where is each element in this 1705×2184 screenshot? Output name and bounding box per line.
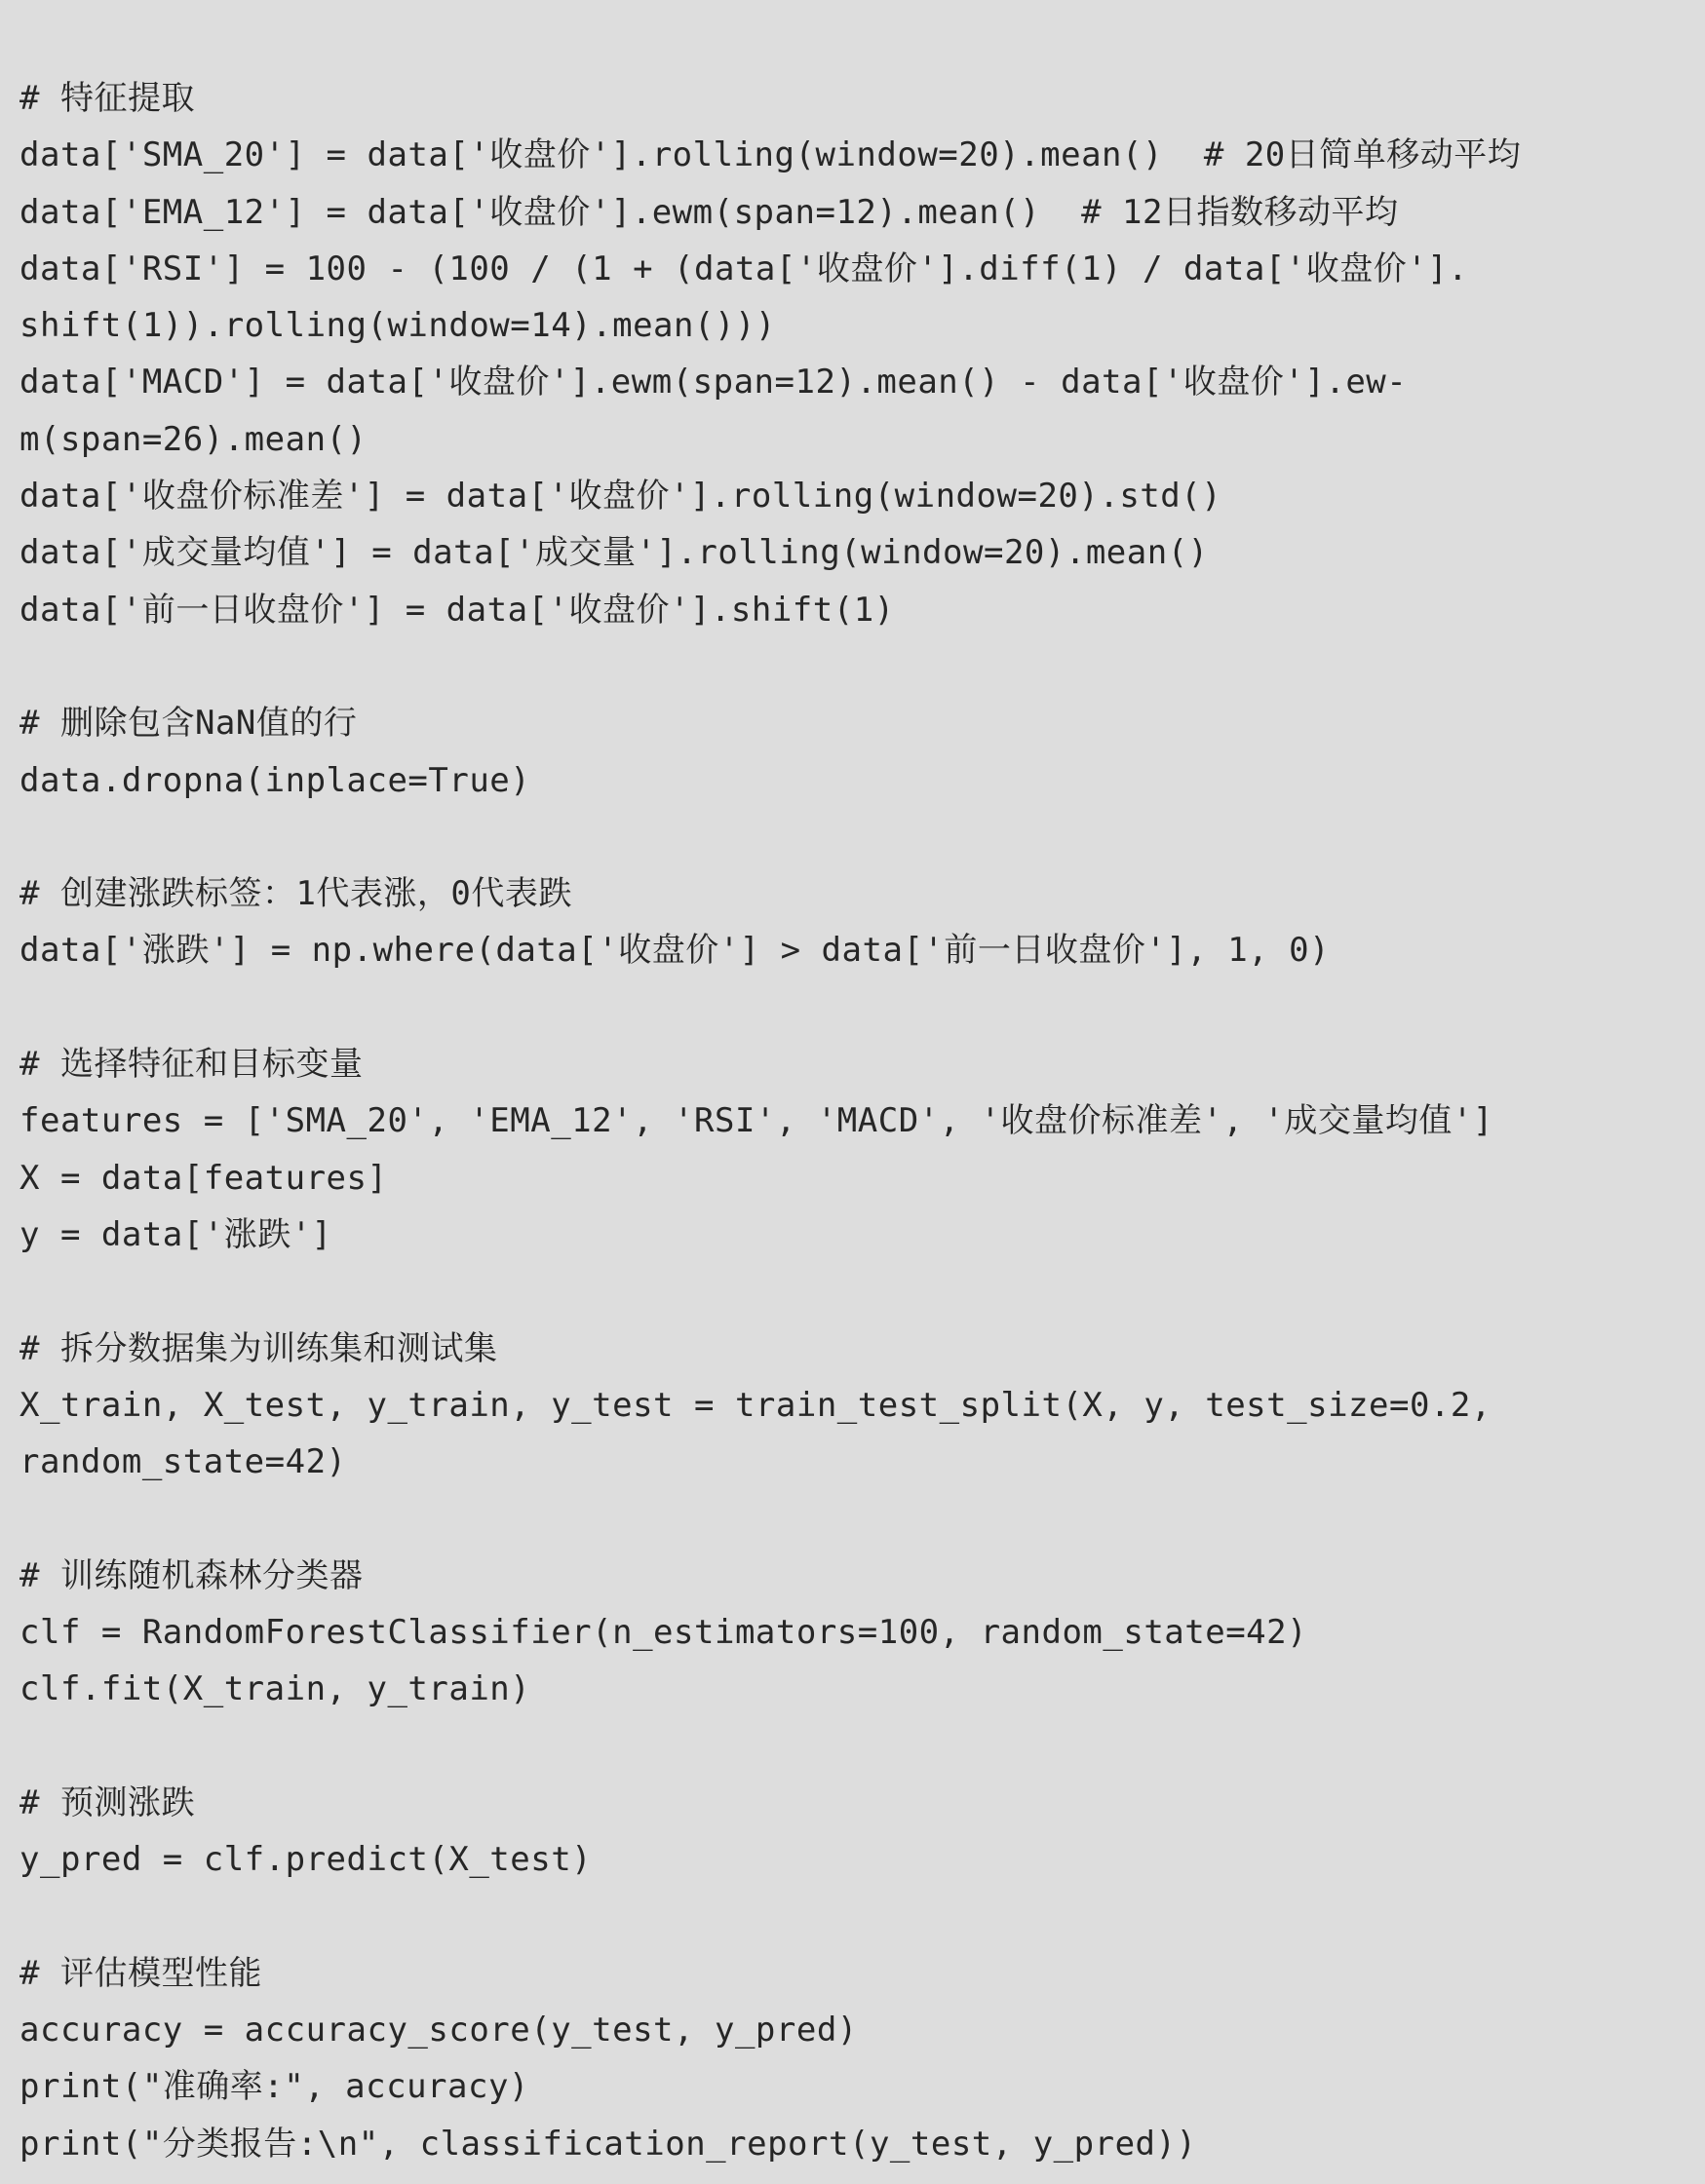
code-line: print("分类报告:\n", classification_report(y_test, y_pred)) [19, 2124, 1197, 2164]
code-line: random_state=42) [19, 1442, 347, 1482]
comment-line: # 删除包含NaN值的行 [19, 704, 358, 744]
code-line: data['前一日收盘价'] = data['收盘价'].shift(1) [19, 590, 895, 630]
blank-line [19, 1490, 1705, 1547]
comment-line: # 拆分数据集为训练集和测试集 [19, 1328, 498, 1368]
code-line: data['收盘价标准差'] = data['收盘价'].rolling(window=20).std() [19, 477, 1222, 517]
comment-line: # 特征提取 [19, 79, 195, 118]
comment-line: # 预测涨跌 [19, 1782, 195, 1822]
code-line: data['成交量均值'] = data['成交量'].rolling(window=20).mean() [19, 533, 1209, 573]
code-line: data['MACD'] = data['收盘价'].ewm(span=12).mean() - data['收盘价'].ew- [19, 363, 1408, 402]
code-line: accuracy = accuracy_score(y_test, y_pred) [19, 2011, 858, 2050]
code-line: clf.fit(X_train, y_train) [19, 1669, 531, 1709]
comment-line: # 评估模型性能 [19, 1953, 262, 1993]
code-block [19, 70, 1705, 2172]
code-line: shift(1)).rolling(window=14).mean())) [19, 306, 776, 346]
comment-line: # 创建涨跌标签：1代表涨，0代表跌 [19, 874, 572, 914]
code-line: y = data['涨跌'] [19, 1214, 332, 1254]
code-line: data['RSI'] = 100 - (100 / (1 + (data['收盘价'].diff(1) / data['收盘价']. [19, 249, 1469, 288]
blank-line [19, 638, 1705, 695]
code-line: m(span=26).mean() [19, 419, 368, 459]
blank-line [19, 1889, 1705, 1945]
blank-line [19, 1263, 1705, 1320]
code-line: X_train, X_test, y_train, y_test = train_test_split(X, y, test_size=0.2, [19, 1385, 1492, 1425]
code-line: print("准确率:", accuracy) [19, 2067, 529, 2107]
blank-line [19, 979, 1705, 1036]
code-line: data['EMA_12'] = data['收盘价'].ewm(span=12).mean() # 12日指数移动平均 [19, 192, 1399, 232]
code-line: X = data[features] [19, 1158, 388, 1198]
comment-line: # 训练随机森林分类器 [19, 1555, 364, 1595]
code-line: data['涨跌'] = np.where(data['收盘价'] > data['前一日收盘价'], 1, 0) [19, 931, 1331, 971]
blank-line [19, 1718, 1705, 1775]
code-line: data.dropna(inplace=True) [19, 760, 531, 800]
code-line: features = ['SMA_20', 'EMA_12', 'RSI', 'MACD', '收盘价标准差', '成交量均值'] [19, 1101, 1493, 1141]
code-line: data['SMA_20'] = data['收盘价'].rolling(window=20).mean() # 20日简单移动平均 [19, 135, 1522, 175]
blank-line [19, 809, 1705, 865]
code-line: clf = RandomForestClassifier(n_estimators=100, random_state=42) [19, 1613, 1308, 1653]
comment-line: # 选择特征和目标变量 [19, 1045, 364, 1085]
code-line: y_pred = clf.predict(X_test) [19, 1840, 593, 1880]
